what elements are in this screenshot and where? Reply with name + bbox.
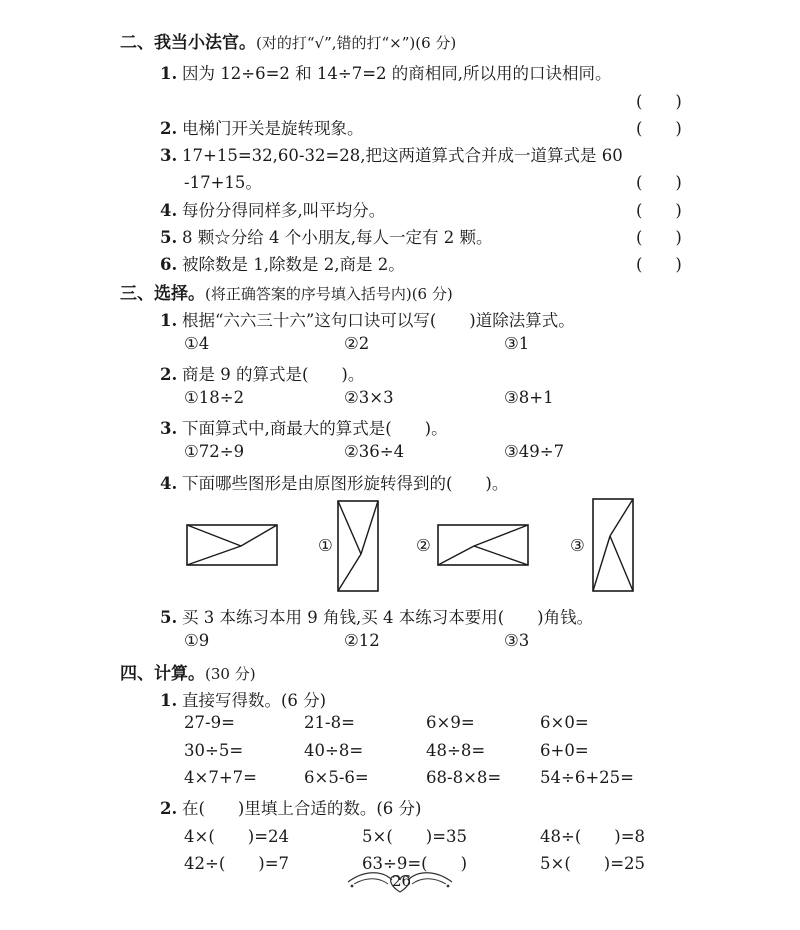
item-number: 2. bbox=[160, 119, 178, 138]
original-rectangle-figure bbox=[186, 524, 278, 566]
item-text: 电梯门开关是旋转现象。 bbox=[182, 119, 364, 138]
item-number: 6. bbox=[160, 255, 178, 274]
s3-item-1 bbox=[160, 307, 575, 331]
s2-answer-paren-3[interactable]: ( ) bbox=[636, 173, 682, 192]
s3-1-option-1[interactable]: ①4 bbox=[184, 334, 210, 353]
section-4-note: (30 分) bbox=[205, 665, 256, 683]
section-3-heading bbox=[120, 279, 453, 304]
item-number: 4. bbox=[160, 474, 178, 493]
s4-sub-1 bbox=[160, 687, 326, 711]
s2-answer-paren-5[interactable]: ( ) bbox=[636, 228, 682, 247]
option-2-rotated-figure[interactable] bbox=[437, 524, 529, 566]
item-number: 1. bbox=[160, 64, 178, 83]
figure-option-3-label[interactable]: ③ bbox=[570, 536, 585, 555]
s2-answer-paren-4[interactable]: ( ) bbox=[636, 201, 682, 220]
item-number: 2. bbox=[160, 365, 178, 384]
calc-1-r1-c1[interactable]: 27-9= bbox=[184, 713, 235, 732]
s2-answer-paren-6[interactable]: ( ) bbox=[636, 255, 682, 274]
s3-2-option-2[interactable]: ②3×3 bbox=[344, 388, 394, 407]
s3-5-option-3[interactable]: ③3 bbox=[504, 631, 530, 650]
section-2-title: 二、我当小法官。 bbox=[120, 33, 256, 53]
s3-item-3 bbox=[160, 415, 448, 439]
s3-item-5 bbox=[160, 604, 593, 628]
item-text: 在( )里填上合适的数。(6 分) bbox=[182, 799, 422, 818]
calc-2-r2-c2[interactable]: 63÷9=( ) bbox=[362, 854, 468, 873]
item-number: 2. bbox=[160, 799, 178, 818]
calc-2-r1-c3[interactable]: 48÷( )=8 bbox=[540, 827, 646, 846]
calc-1-r3-c3[interactable]: 68-8×8= bbox=[426, 768, 502, 787]
s3-item-4 bbox=[160, 470, 508, 494]
page-number: 26 bbox=[392, 872, 412, 890]
s2-answer-paren-1[interactable]: ( ) bbox=[636, 92, 682, 111]
section-4-title: 四、计算。 bbox=[120, 664, 205, 684]
calc-1-r3-c4[interactable]: 54÷6+25= bbox=[540, 768, 634, 787]
figure-option-1-label[interactable]: ① bbox=[318, 536, 333, 555]
s2-item-3 bbox=[160, 142, 623, 166]
item-text: 下面算式中,商最大的算式是( )。 bbox=[182, 419, 448, 438]
item-text: 被除数是 1,除数是 2,商是 2。 bbox=[182, 255, 405, 274]
s3-3-option-3[interactable]: ③49÷7 bbox=[504, 442, 565, 461]
s2-answer-paren-2[interactable]: ( ) bbox=[636, 119, 682, 138]
item-text: 根据“六六三十六”这句口诀可以写( )道除法算式。 bbox=[182, 311, 575, 330]
item-number: 5. bbox=[160, 228, 178, 247]
s3-3-option-1[interactable]: ①72÷9 bbox=[184, 442, 245, 461]
item-text: 8 颗☆分给 4 个小朋友,每人一定有 2 颗。 bbox=[182, 228, 493, 247]
figure-option-2-label[interactable]: ② bbox=[416, 536, 431, 555]
s3-2-option-1[interactable]: ①18÷2 bbox=[184, 388, 245, 407]
s2-item-6 bbox=[160, 251, 405, 275]
section-2-heading bbox=[120, 28, 456, 53]
calc-1-r2-c2[interactable]: 40÷8= bbox=[304, 741, 364, 760]
calc-1-r2-c1[interactable]: 30÷5= bbox=[184, 741, 244, 760]
calc-1-r1-c2[interactable]: 21-8= bbox=[304, 713, 355, 732]
item-text: 每份分得同样多,叫平均分。 bbox=[182, 201, 386, 220]
s2-item-3-continuation: -17+15。 bbox=[184, 173, 262, 192]
item-text: 下面哪些图形是由原图形旋转得到的( )。 bbox=[182, 474, 509, 493]
calc-1-r1-c4[interactable]: 6×0= bbox=[540, 713, 589, 732]
s2-item-2 bbox=[160, 115, 364, 139]
calc-1-r1-c3[interactable]: 6×9= bbox=[426, 713, 475, 732]
item-text: 买 3 本练习本用 9 角钱,买 4 本练习本要用( )角钱。 bbox=[182, 608, 594, 627]
calc-1-r3-c2[interactable]: 6×5-6= bbox=[304, 768, 369, 787]
calc-2-r2-c3[interactable]: 5×( )=25 bbox=[540, 854, 646, 873]
option-1-rotated-figure[interactable] bbox=[337, 500, 379, 592]
calc-2-r2-c1[interactable]: 42÷( )=7 bbox=[184, 854, 290, 873]
s2-item-4 bbox=[160, 197, 385, 221]
section-3-title: 三、选择。 bbox=[120, 284, 205, 304]
calc-1-r2-c3[interactable]: 48÷8= bbox=[426, 741, 486, 760]
item-number: 1. bbox=[160, 691, 178, 710]
calc-1-r2-c4[interactable]: 6+0= bbox=[540, 741, 589, 760]
s3-1-option-3[interactable]: ③1 bbox=[504, 334, 530, 353]
calc-1-r3-c1[interactable]: 4×7+7= bbox=[184, 768, 257, 787]
item-number: 4. bbox=[160, 201, 178, 220]
section-3-note: (将正确答案的序号填入括号内)(6 分) bbox=[205, 285, 453, 303]
calc-2-r1-c1[interactable]: 4×( )=24 bbox=[184, 827, 290, 846]
s2-item-5 bbox=[160, 224, 492, 248]
calc-2-r1-c2[interactable]: 5×( )=35 bbox=[362, 827, 468, 846]
item-text: 直接写得数。(6 分) bbox=[182, 691, 327, 710]
s3-5-option-2[interactable]: ②12 bbox=[344, 631, 380, 650]
item-text: 17+15=32,60-32=28,把这两道算式合并成一道算式是 60 bbox=[182, 146, 623, 165]
s4-sub-2 bbox=[160, 795, 422, 819]
item-number: 5. bbox=[160, 608, 178, 627]
item-number: 1. bbox=[160, 311, 178, 330]
s2-item-1 bbox=[160, 60, 612, 84]
option-3-rotated-figure[interactable] bbox=[592, 498, 634, 592]
item-text: 商是 9 的算式是( )。 bbox=[182, 365, 365, 384]
section-2-note: (对的打“√”,错的打“×”)(6 分) bbox=[256, 34, 457, 52]
s3-1-option-2[interactable]: ②2 bbox=[344, 334, 370, 353]
item-text: 因为 12÷6=2 和 14÷7=2 的商相同,所以用的口诀相同。 bbox=[182, 64, 612, 83]
section-4-heading bbox=[120, 659, 256, 684]
item-number: 3. bbox=[160, 146, 178, 165]
s3-5-option-1[interactable]: ①9 bbox=[184, 631, 210, 650]
s3-item-2 bbox=[160, 361, 364, 385]
item-number: 3. bbox=[160, 419, 178, 438]
s3-3-option-2[interactable]: ②36÷4 bbox=[344, 442, 405, 461]
s3-2-option-3[interactable]: ③8+1 bbox=[504, 388, 554, 407]
